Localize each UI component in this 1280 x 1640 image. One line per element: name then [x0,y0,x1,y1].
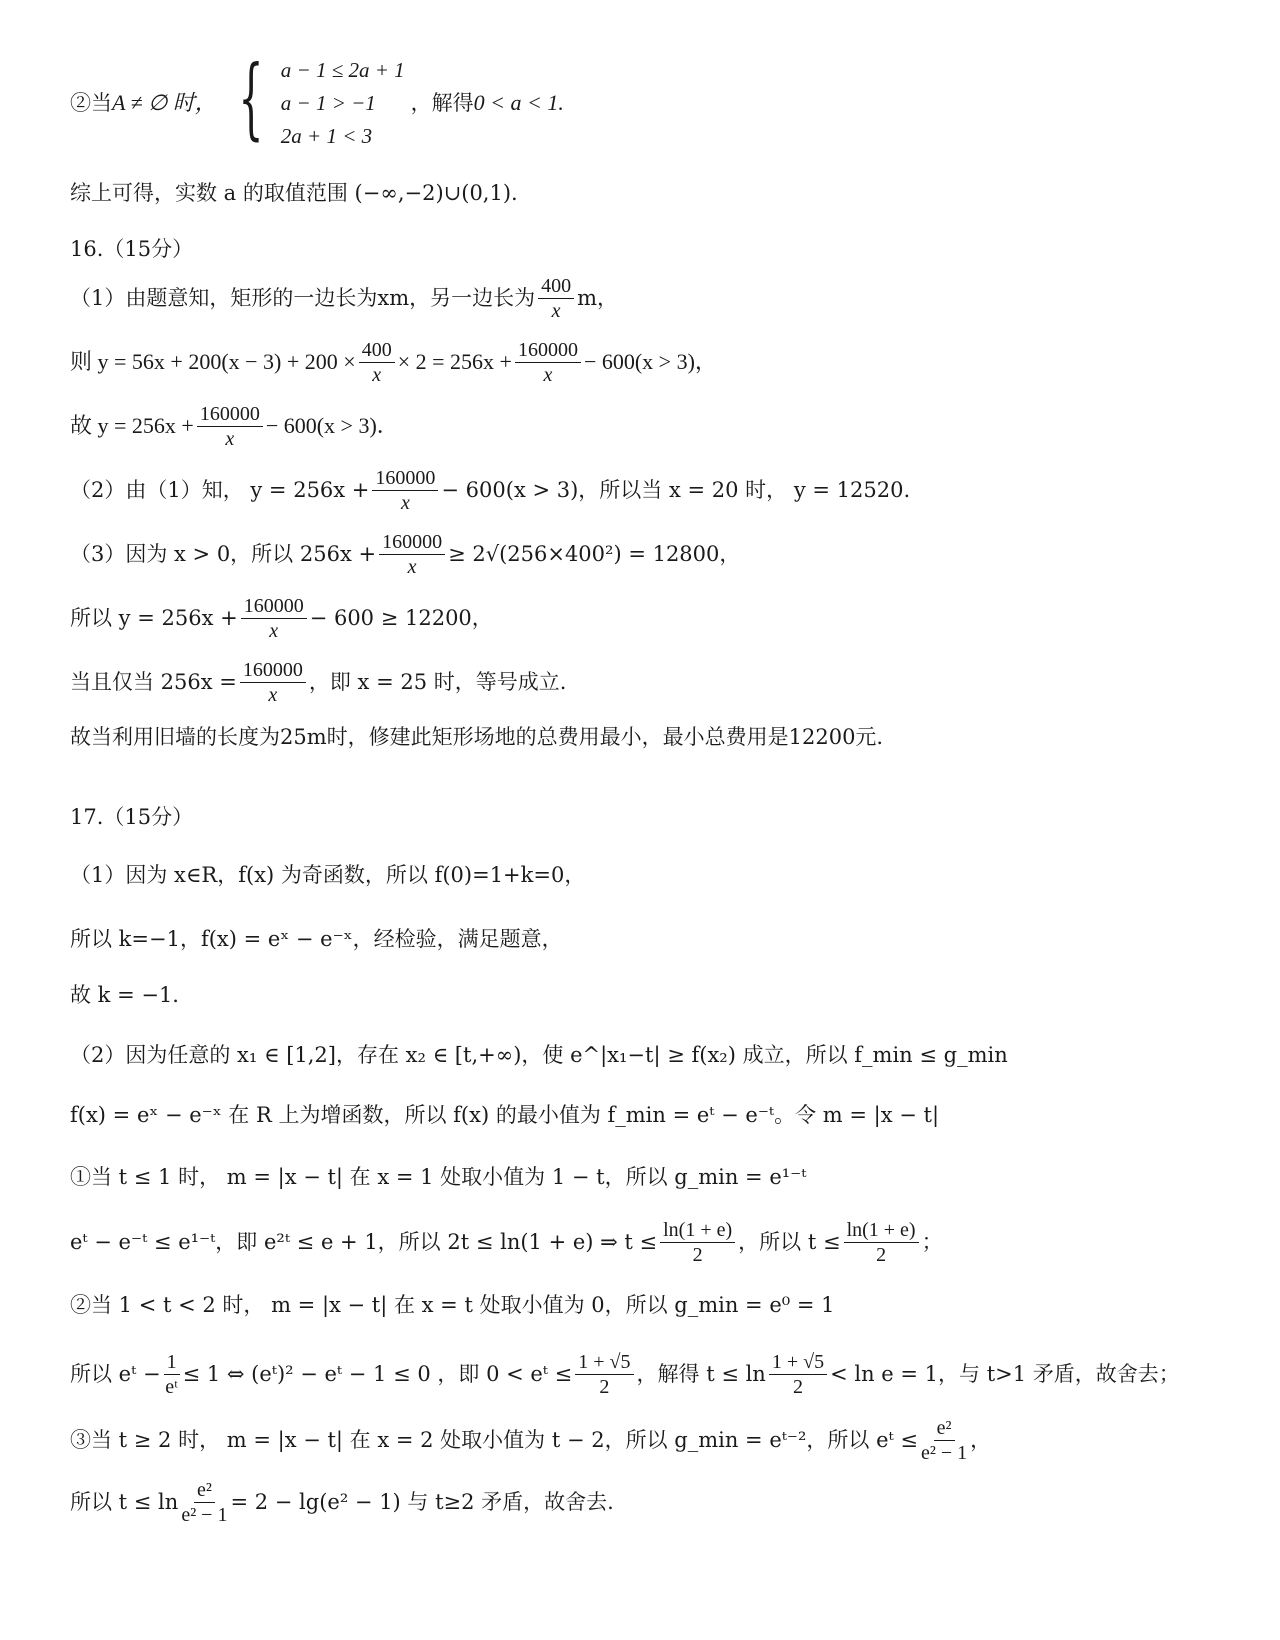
line-17-2-fmin [70,1100,939,1130]
denominator: 2 [876,1243,887,1266]
math: 0 < a < 1. [473,90,564,115]
denominator: x [225,427,235,450]
denominator: e² − 1 [181,1503,228,1526]
denominator: x [551,299,561,322]
line-17-2-condition [70,1040,1008,1070]
numerator: 1 + √5 [575,1350,633,1375]
line-17-1-odd [70,860,585,890]
line-case2-A-nonempty [70,45,564,158]
line-16-3-inequality [70,526,740,582]
denominator: 2 [792,1375,803,1398]
numerator: e² [934,1416,955,1441]
text: （1）因为 x∈R，f(x) 为奇函数，所以 f(0)=1+k=0， [70,863,586,887]
text: − 600(x > 3)． [265,413,399,438]
problem-17-heading [70,802,193,832]
fraction [538,274,574,323]
fraction [921,1416,967,1465]
denominator: x [268,683,278,706]
denominator: x [269,619,279,642]
denominator: x [400,491,410,514]
text: 故 k = −1. [70,983,179,1007]
text: ②当 [70,91,112,115]
numerator: 160000 [241,594,307,619]
text: ，解得 [410,91,474,115]
text: （3）因为 x > 0，所以 256x + [70,542,377,566]
math: A ≠ ∅ 时， [112,90,217,115]
numerator: 160000 [372,466,438,491]
inequality-system [223,45,405,153]
left-brace: { [238,45,264,149]
text: − 600 ≥ 12200， [309,606,493,630]
text: ，所以 t ≤ [738,1230,841,1254]
text: = 2 − lg(e² − 1) 与 t≥2 矛盾，故舍去. [230,1490,614,1514]
system-row-2: a − 1 > −1 [280,90,376,115]
denominator: eᵗ [165,1375,178,1398]
fraction [515,338,581,387]
line-17-2-case1-solve [70,1214,943,1270]
text: ③当 t ≥ 2 时， m = |x − t| 在 x = 2 处取小值为 t − 2，所以 g_min = eᵗ⁻²，所以 eᵗ ≤ [70,1428,918,1452]
line-16-2 [70,462,910,518]
text: ； [921,1230,943,1254]
numerator: 1 [164,1350,180,1375]
text: eᵗ − e⁻ᵗ ≤ e¹⁻ᵗ，即 e²ᵗ ≤ e + 1，所以 2t ≤ ln(1 + e) ⇒ t ≤ [70,1230,658,1254]
line-17-2-case3 [70,1412,991,1468]
numerator: 1 + √5 [769,1350,827,1375]
denominator: 2 [692,1243,703,1266]
line-16-3-y-bound [70,590,493,646]
text: 所以 k=−1，f(x) = eˣ − e⁻ˣ，经检验，满足题意， [70,927,563,951]
fraction [164,1350,180,1399]
denominator: e² − 1 [921,1441,968,1464]
text: 故当利用旧墙的长度为25m时，修建此矩形场地的总费用最小，最小总费用是12200元. [70,725,884,749]
text: 所以 y = 256x + [70,606,238,630]
text: （1）由题意知，矩形的一边长为xm，另一边长为 [70,286,536,310]
denominator: 2 [599,1375,610,1398]
fraction [359,338,395,387]
text: ， [970,1428,992,1452]
problem-16-heading [70,234,193,264]
numerator: ln(1 + e) [660,1218,735,1243]
line-17-1-answer [70,980,179,1010]
system-row-3: 2a + 1 < 3 [280,123,373,148]
text: ，解得 t ≤ ln [636,1362,766,1386]
text: 17.（15分） [70,805,194,829]
numerator: 160000 [240,658,306,683]
denominator: x [407,555,417,578]
numerator: 400 [538,274,574,299]
text: ≤ 1 ⇔ (eᵗ)² − eᵗ − 1 ≤ 0 ，即 0 < eᵗ ≤ [182,1362,573,1386]
numerator: 160000 [515,338,581,363]
numerator: 400 [359,338,395,363]
fraction [575,1350,633,1399]
system-row-1: a − 1 ≤ 2a + 1 [280,57,405,82]
fraction [241,594,307,643]
fraction [197,402,263,451]
text: − 600(x > 3)，所以当 x = 20 时， y = 12520. [441,478,911,502]
line-conclusion-range [70,178,518,208]
text: × 2 = 256x + [397,349,512,374]
text: < ln e = 1，与 t>1 矛盾，故舍去； [830,1362,1180,1386]
text: ≥ 2√(256×400²) = 12800， [448,542,741,566]
line-16-1-setup [70,270,618,326]
text: ①当 t ≤ 1 时， m = |x − t| 在 x = 1 处取小值为 1 − t，所以 g_min = e¹⁻ᵗ [70,1165,807,1189]
text: 16.（15分） [70,237,194,261]
fraction [660,1218,735,1267]
fraction [769,1350,827,1399]
text: 当且仅当 256x = [70,670,237,694]
numerator: e² [194,1478,215,1503]
text: （2）因为任意的 x₁ ∈ [1,2]，存在 x₂ ∈ [t,+∞)，使 e^|x₁−t| ≥ f(x₂) 成立，所以 f_min ≤ g_min [70,1043,1008,1067]
text: ，即 x = 25 时，等号成立. [308,670,567,694]
fraction [181,1478,227,1527]
line-17-2-case2 [70,1290,834,1320]
denominator: x [372,363,382,386]
line-16-3-equality [70,654,566,710]
text: 则 y = 56x + 200(x − 3) + 200 × [70,349,356,374]
text: m， [577,286,619,310]
fraction [379,530,445,579]
line-17-2-case2-solve [70,1346,1180,1402]
line-17-1-k [70,924,563,954]
fraction [372,466,438,515]
text: 故 y = 256x + [70,413,194,438]
denominator: x [543,363,553,386]
text: 所以 eᵗ − [70,1362,161,1386]
numerator: 160000 [197,402,263,427]
fraction [240,658,306,707]
line-16-1-result [70,398,399,454]
line-17-2-case1 [70,1162,806,1192]
line-16-1-y-expr [70,334,717,390]
fraction [844,1218,919,1267]
line-16-conclusion [70,722,883,752]
numerator: ln(1 + e) [844,1218,919,1243]
text: 综上可得，实数 a 的取值范围 (−∞,−2)∪(0,1). [70,181,518,205]
numerator: 160000 [379,530,445,555]
text: ②当 1 < t < 2 时， m = |x − t| 在 x = t 处取小值为 0，所以 g_min = e⁰ = 1 [70,1293,835,1317]
text: f(x) = eˣ − e⁻ˣ 在 R 上为增函数，所以 f(x) 的最小值为 f_min = eᵗ − e⁻ᵗ。令 m = |x − t| [70,1103,940,1127]
text: 所以 t ≤ ln [70,1490,179,1514]
text: （2）由（1）知， y = 256x + [70,478,370,502]
line-17-2-case3-solve [70,1474,614,1530]
text: − 600(x > 3)， [583,349,717,374]
